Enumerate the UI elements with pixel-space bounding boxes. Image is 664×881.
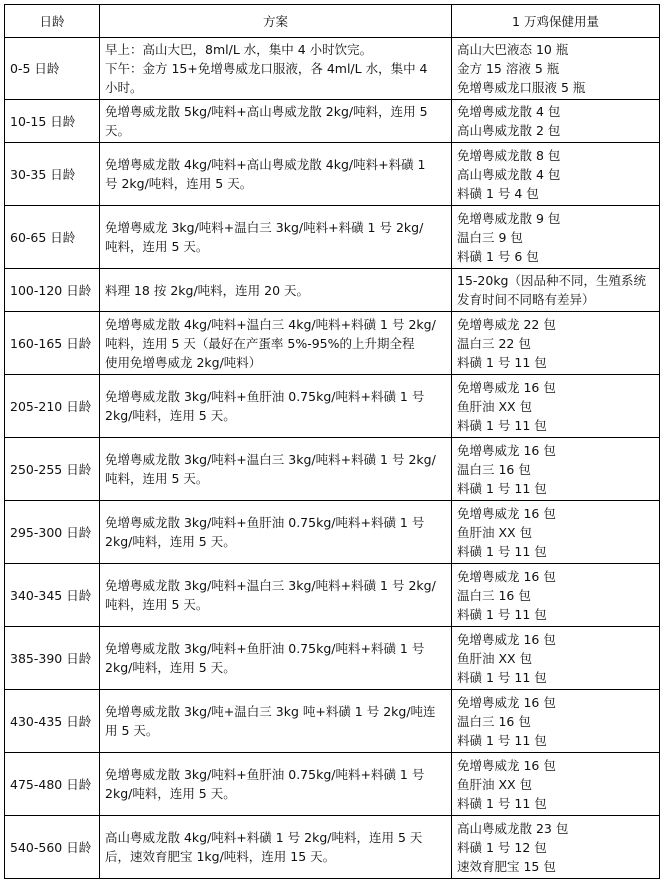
plan-line: 高山粤威龙散 4kg/吨料+料磺 1 号 2kg/吨料，连用 5 天 xyxy=(105,830,423,845)
header-dose: 1 万鸡保健用量 xyxy=(452,5,660,38)
plan-cell xyxy=(100,100,452,143)
dose-line: 免增粤威龙 16 包 xyxy=(457,631,556,647)
header-plan: 方案 xyxy=(100,5,452,38)
dose-line: 高山大巴液态 10 瓶 xyxy=(457,42,569,57)
plan-line: 料理 18 按 2kg/吨料，连用 20 天。 xyxy=(105,282,310,298)
table-row xyxy=(5,690,660,753)
plan-cell xyxy=(100,627,452,690)
dose-cell xyxy=(452,501,660,564)
plan-line: 早上：高山大巴，8ml/L 水，集中 4 小时饮完。 xyxy=(105,42,373,57)
age-cell: 10-15 日龄 xyxy=(5,100,100,143)
plan-cell xyxy=(100,269,452,312)
dose-cell xyxy=(452,438,660,501)
dose-line: 料磺 1 号 11 包 xyxy=(457,795,547,811)
plan-line: 免增粤威龙散 3kg/吨料+鱼肝油 0.75kg/吨料+料磺 1 号 xyxy=(105,389,425,404)
table-row xyxy=(5,816,660,879)
plan-line: 免增粤威龙散 4kg/吨料+高山粤威龙散 4kg/吨料+料磺 1 xyxy=(105,157,426,172)
age-cell: 340-345 日龄 xyxy=(5,564,100,627)
plan-cell xyxy=(100,312,452,375)
age-cell: 540-560 日龄 xyxy=(5,816,100,879)
dose-line: 温白三 16 包 xyxy=(457,587,531,603)
plan-line: 吨料，连用 5 天（最好在产蛋率 5%-95%的上升期全程 xyxy=(105,335,415,351)
dose-line: 料磺 1 号 12 包 xyxy=(457,839,547,855)
table-row xyxy=(5,438,660,501)
age-cell: 0-5 日龄 xyxy=(5,38,100,100)
plan-cell xyxy=(100,206,452,269)
dose-line: 料磺 1 号 11 包 xyxy=(457,354,547,370)
dose-cell xyxy=(452,269,660,312)
plan-line: 免增粤威龙散 3kg/吨+温白三 3kg 吨+料磺 1 号 2kg/吨连 xyxy=(105,704,436,719)
plan-line: 吨料，连用 5 天。 xyxy=(105,597,209,612)
dose-cell xyxy=(452,206,660,269)
dose-cell xyxy=(452,816,660,879)
table-row xyxy=(5,564,660,627)
plan-line: 天。 xyxy=(105,123,131,138)
dose-line: 免增粤威龙口服液 5 瓶 xyxy=(457,80,586,95)
dose-line: 鱼肝油 XX 包 xyxy=(457,524,533,540)
table-row xyxy=(5,100,660,143)
dose-line: 金方 15 溶液 5 瓶 xyxy=(457,61,560,76)
plan-line: 免增粤威龙散 4kg/吨料+温白三 4kg/吨料+料磺 1 号 2kg/ xyxy=(105,316,436,332)
age-cell: 475-480 日龄 xyxy=(5,753,100,816)
plan-cell xyxy=(100,816,452,879)
plan-line: 吨料，连用 5 天。 xyxy=(105,471,209,486)
plan-line: 免增粤威龙 3kg/吨料+温白三 3kg/吨料+料磺 1 号 2kg/ xyxy=(105,220,424,235)
plan-line: 后，速效育肥宝 1kg/吨料，连用 15 天。 xyxy=(105,849,336,864)
dose-line: 免增粤威龙 16 包 xyxy=(457,757,556,773)
plan-line: 下午：金方 15+免增粤威龙口服液，各 4ml/L 水，集中 4 xyxy=(105,61,428,76)
plan-line: 2kg/吨料，连用 5 天。 xyxy=(105,786,236,801)
plan-cell xyxy=(100,375,452,438)
plan-line: 2kg/吨料，连用 5 天。 xyxy=(105,534,236,549)
dose-line: 15-20kg（因品种不同，生殖系统 xyxy=(457,273,646,288)
dose-line: 免增粤威龙 16 包 xyxy=(457,505,556,521)
dose-cell xyxy=(452,753,660,816)
dose-line: 料磺 1 号 6 包 xyxy=(457,248,539,264)
age-cell: 430-435 日龄 xyxy=(5,690,100,753)
dose-line: 温白三 16 包 xyxy=(457,461,531,477)
dose-line: 料磺 1 号 11 包 xyxy=(457,669,547,685)
dose-line: 鱼肝油 XX 包 xyxy=(457,650,533,666)
dose-line: 免增粤威龙 22 包 xyxy=(457,316,556,332)
dose-line: 高山粤威龙散 4 包 xyxy=(457,166,561,182)
plan-cell xyxy=(100,143,452,206)
plan-line: 使用免增粤威龙 2kg/吨料） xyxy=(105,354,262,370)
plan-line: 号 2kg/吨料，连用 5 天。 xyxy=(105,176,253,191)
dose-line: 免增粤威龙散 4 包 xyxy=(457,104,561,119)
table-row xyxy=(5,143,660,206)
table-header-row xyxy=(5,5,660,38)
plan-line: 免增粤威龙散 3kg/吨料+鱼肝油 0.75kg/吨料+料磺 1 号 xyxy=(105,767,425,782)
dose-line: 温白三 9 包 xyxy=(457,229,523,245)
dose-line: 温白三 16 包 xyxy=(457,713,531,729)
plan-line: 小时。 xyxy=(105,80,143,95)
dose-line: 高山粤威龙散 2 包 xyxy=(457,123,561,138)
plan-cell xyxy=(100,438,452,501)
table-body xyxy=(5,38,660,879)
dose-line: 料磺 1 号 4 包 xyxy=(457,185,539,201)
table-row xyxy=(5,375,660,438)
dose-line: 温白三 22 包 xyxy=(457,335,531,351)
dose-cell xyxy=(452,143,660,206)
dose-line: 料磺 1 号 11 包 xyxy=(457,417,547,433)
plan-cell xyxy=(100,38,452,100)
table-row xyxy=(5,627,660,690)
table-row xyxy=(5,312,660,375)
plan-line: 免增粤威龙散 3kg/吨料+温白三 3kg/吨料+料磺 1 号 2kg/ xyxy=(105,452,436,467)
dose-line: 高山粤威龙散 23 包 xyxy=(457,820,569,836)
dose-cell xyxy=(452,375,660,438)
dose-line: 免增粤威龙 16 包 xyxy=(457,379,556,395)
plan-line: 吨料，连用 5 天。 xyxy=(105,239,209,254)
dose-line: 免增粤威龙 16 包 xyxy=(457,694,556,710)
dose-line: 发育时间不同略有差异） xyxy=(457,292,595,307)
dose-line: 免增粤威龙散 9 包 xyxy=(457,210,561,226)
age-cell: 100-120 日龄 xyxy=(5,269,100,312)
table-row xyxy=(5,269,660,312)
table-row xyxy=(5,753,660,816)
dose-line: 料磺 1 号 11 包 xyxy=(457,480,547,496)
age-cell: 205-210 日龄 xyxy=(5,375,100,438)
plan-line: 免增粤威龙散 5kg/吨料+高山粤威龙散 2kg/吨料，连用 5 xyxy=(105,104,428,119)
dose-line: 免增粤威龙散 8 包 xyxy=(457,147,561,163)
plan-line: 免增粤威龙散 3kg/吨料+鱼肝油 0.75kg/吨料+料磺 1 号 xyxy=(105,641,425,656)
table-row xyxy=(5,501,660,564)
dose-line: 免增粤威龙 16 包 xyxy=(457,568,556,584)
plan-line: 用 5 天。 xyxy=(105,723,159,738)
dose-line: 速效育肥宝 15 包 xyxy=(457,858,556,874)
plan-line: 2kg/吨料，连用 5 天。 xyxy=(105,660,236,675)
dose-cell xyxy=(452,312,660,375)
table-row xyxy=(5,38,660,100)
dose-line: 免增粤威龙 16 包 xyxy=(457,442,556,458)
dose-line: 鱼肝油 XX 包 xyxy=(457,398,533,414)
age-cell: 385-390 日龄 xyxy=(5,627,100,690)
plan-line: 2kg/吨料，连用 5 天。 xyxy=(105,408,236,423)
header-age: 日龄 xyxy=(5,5,100,38)
table-row xyxy=(5,206,660,269)
dose-cell xyxy=(452,38,660,100)
dose-cell xyxy=(452,564,660,627)
dose-line: 鱼肝油 XX 包 xyxy=(457,776,533,792)
dose-cell xyxy=(452,627,660,690)
dose-line: 料磺 1 号 11 包 xyxy=(457,543,547,559)
dose-cell xyxy=(452,100,660,143)
age-cell: 295-300 日龄 xyxy=(5,501,100,564)
plan-cell xyxy=(100,753,452,816)
age-cell: 60-65 日龄 xyxy=(5,206,100,269)
plan-line: 免增粤威龙散 3kg/吨料+温白三 3kg/吨料+料磺 1 号 2kg/ xyxy=(105,578,436,593)
health-care-table xyxy=(4,4,660,879)
age-cell: 30-35 日龄 xyxy=(5,143,100,206)
plan-cell xyxy=(100,564,452,627)
dose-line: 料磺 1 号 11 包 xyxy=(457,606,547,622)
dose-cell xyxy=(452,690,660,753)
plan-cell xyxy=(100,690,452,753)
plan-cell xyxy=(100,501,452,564)
age-cell: 250-255 日龄 xyxy=(5,438,100,501)
plan-line: 免增粤威龙散 3kg/吨料+鱼肝油 0.75kg/吨料+料磺 1 号 xyxy=(105,515,425,530)
dose-line: 料磺 1 号 11 包 xyxy=(457,732,547,748)
age-cell: 160-165 日龄 xyxy=(5,312,100,375)
